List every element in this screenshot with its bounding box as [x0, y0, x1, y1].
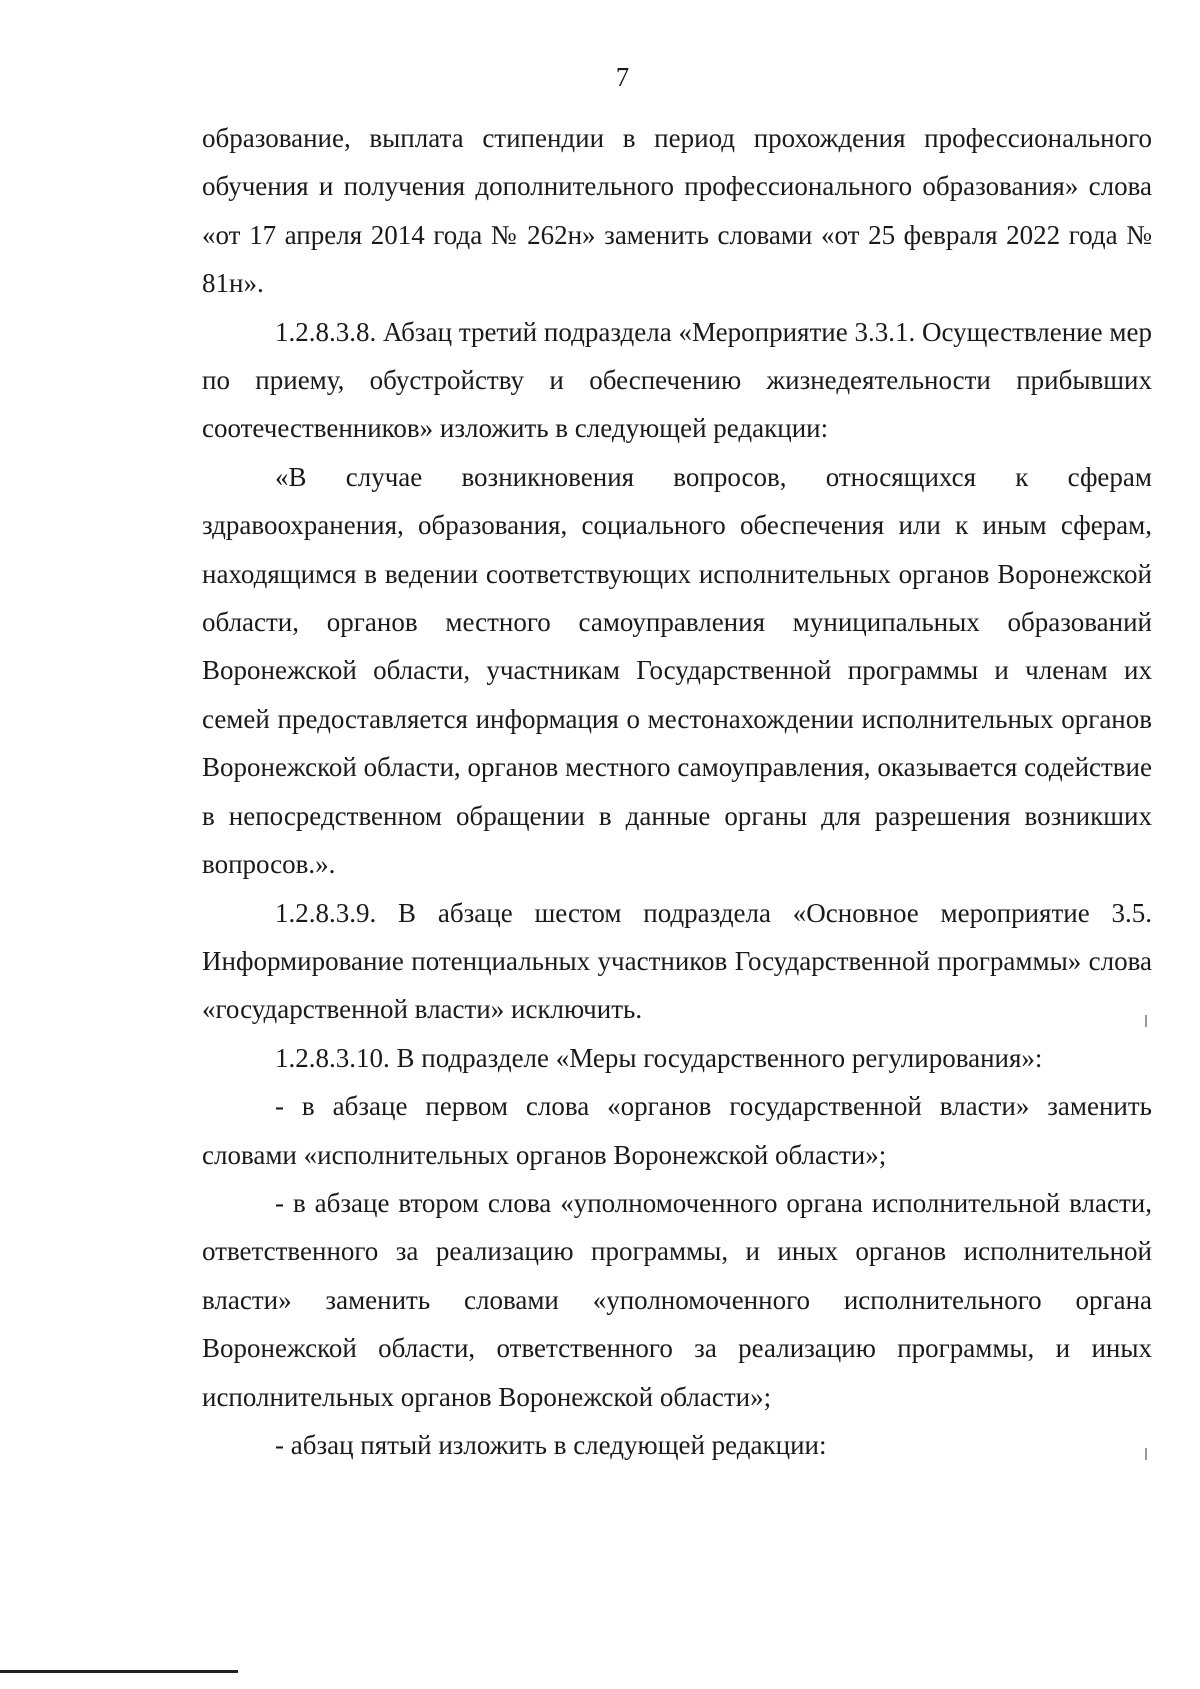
page-number: 7: [615, 62, 630, 92]
document-body: [202, 114, 1152, 1469]
scan-artifact: [1145, 1015, 1147, 1027]
paragraph-6: - в абзаце первом слова «органов государственной власти» заменить словами «исполнительных органов Воронежской области»;: [202, 1091, 1152, 1170]
paragraph-4: 1.2.8.3.9. В абзаце шестом подраздела «Основное мероприятие 3.5. Информирование потенциальных участников Государственной программы» слова «государственной власти» исключить.: [202, 897, 1152, 1025]
scan-artifact: [1145, 1448, 1147, 1460]
bottom-rule: [0, 1670, 238, 1673]
paragraph-1: образование, выплата стипендии в период прохождения профессионального обучения и получения дополнительного профессионального образования» слова «от 17 апреля 2014 года № 262н» заменить словами «от 25 февраля 2022 года № 81н».: [202, 123, 1152, 299]
paragraph-3: «В случае возникновения вопросов, относящихся к сферам здравоохранения, образования, социального обеспечения или к иным сферам, находящимся в ведении соответствующих исполнительных органов Воронежской области, органов местного самоуправления муниципальных образований Воронежской области, участникам Государственной программы и членам их семей предоставляется информация о местонахождении исполнительных органов Воронежской области, органов местного самоуправления, оказывается содействие в непосредственном обращении в данные органы для разрешения возникших вопросов.».: [202, 461, 1152, 880]
paragraph-8: - абзац пятый изложить в следующей редакции:: [275, 1429, 827, 1460]
paragraph-2: 1.2.8.3.8. Абзац третий подраздела «Мероприятие 3.3.1. Осуществление мер по приему, обустройству и обеспечению жизнедеятельности прибывших соотечественников» изложить в следующей редакции:: [202, 316, 1152, 444]
paragraph-5: 1.2.8.3.10. В подразделе «Меры государственного регулирования»:: [275, 1042, 1043, 1073]
paragraph-7: - в абзаце втором слова «уполномоченного органа исполнительной власти, ответственного за реализацию программы, и иных органов исполнительной власти» заменить словами «уполномоченного исполнительного органа Воронежской области, ответственного за реализацию программы, и иных исполнительных органов Воронежской области»;: [202, 1187, 1152, 1412]
